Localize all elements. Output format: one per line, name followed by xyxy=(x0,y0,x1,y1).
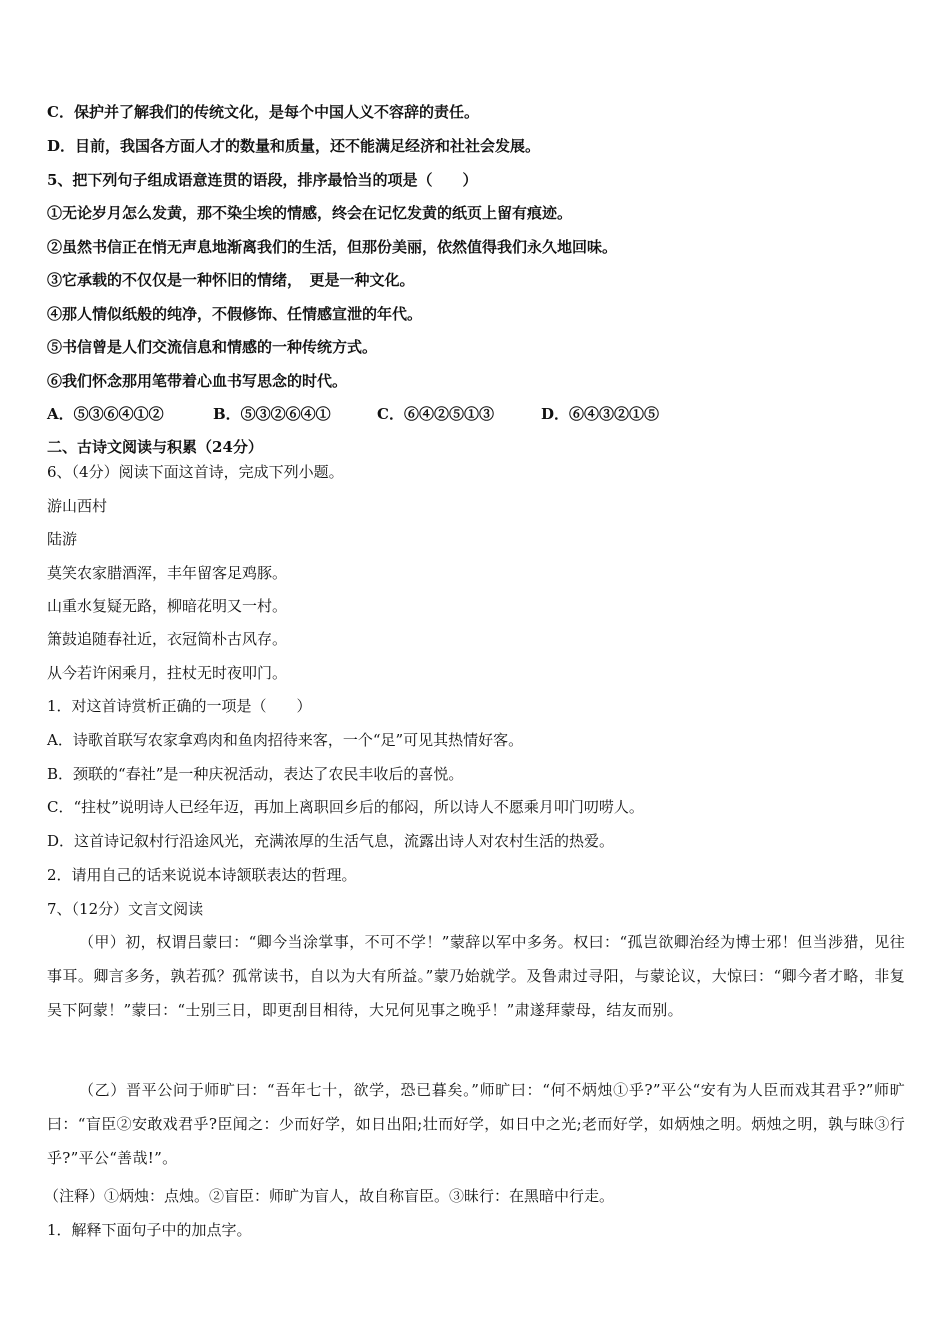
q5-sentence-1: ①无论岁月怎么发黄，那不染尘埃的情感，终会在记忆发黄的纸页上留有痕迹。 xyxy=(47,204,573,222)
poem-title: 游山西村 xyxy=(47,497,108,515)
poem-line-1: 莫笑农家腊酒浑，丰年留客足鸡豚。 xyxy=(47,564,288,582)
q5-option-b: B．⑤③②⑥④① xyxy=(213,405,331,423)
q5-sentence-5: ⑤书信曾是人们交流信息和情感的一种传统方式。 xyxy=(47,338,378,356)
q5-stem: 5、把下列句子组成语意连贯的语段，排序最恰当的项是（ ） xyxy=(47,171,478,189)
poem-line-4: 从今若许闲乘月，拄杖无时夜叩门。 xyxy=(47,664,288,682)
q5-sentence-6: ⑥我们怀念那用笔带着心血书写思念的时代。 xyxy=(47,372,348,390)
poem-author: 陆游 xyxy=(47,530,78,548)
q6-sub1-option-b: B．颈联的“春社”是一种庆祝活动，表达了农民丰收后的喜悦。 xyxy=(47,765,464,783)
q6-sub1-stem: 1．对这首诗赏析正确的一项是（ ） xyxy=(47,697,312,715)
poem-line-3: 箫鼓追随春社近，衣冠简朴古风存。 xyxy=(47,630,288,648)
q5-sentence-2: ②虽然书信正在悄无声息地渐离我们的生活，但那份美丽，依然值得我们永久地回味。 xyxy=(47,238,618,256)
q5-sentence-3: ③它承载的不仅仅是一种怀旧的情绪， 更是一种文化。 xyxy=(47,271,415,289)
q5-option-d: D．⑥④③②①⑤ xyxy=(541,405,660,423)
passage-yi: （乙）晋平公问于师旷曰：“吾年七十，欲学，恐已暮矣。”师旷曰：“何不炳烛①乎?”平公“安有为人臣而戏其君乎?”师旷曰：“盲臣②安敢戏君乎?臣闻之：少而好学，如日出阳;壮而好学，如日中之光;老而好学，如炳烛之明。炳烛之明，孰与昧③行乎?”平公“善哉!”。 xyxy=(47,1081,905,1167)
q7-sub1-stem: 1．解释下面句子中的加点字。 xyxy=(47,1221,252,1239)
q5-options xyxy=(47,404,659,424)
q5-sentence-4: ④那人情似纸般的纯净，不假修饰、任情感宣泄的年代。 xyxy=(47,305,423,323)
q4-option-c: C．保护并了解我们的传统文化，是每个中国人义不容辞的责任。 xyxy=(47,103,479,121)
passage-jia: （甲）初，权谓吕蒙曰：“卿今当涂掌事，不可不学！”蒙辞以军中多务。权曰：“孤岂欲卿治经为博士邪！但当涉猎，见往事耳。卿言多务，孰若孤？孤常读书，自以为大有所益。”蒙乃始就学。及鲁肃过寻阳，与蒙论议，大惊曰：“卿今者才略，非复吴下阿蒙！”蒙曰：“士别三日，即更刮目相待，大兄何见事之晚乎！”肃遂拜蒙母，结友而别。 xyxy=(47,933,905,1019)
q6-sub1-option-a: A．诗歌首联写农家拿鸡肉和鱼肉招待来客，一个“足”可见其热情好客。 xyxy=(47,731,524,749)
q5-option-c: C．⑥④②⑤①③ xyxy=(377,405,494,423)
q4-option-d: D．目前，我国各方面人才的数量和质量，还不能满足经济和社社会发展。 xyxy=(47,137,541,155)
q7-notes: （注释）①炳烛：点烛。②盲臣：师旷为盲人，故自称盲臣。③昧行：在黑暗中行走。 xyxy=(44,1187,615,1205)
q6-sub2-stem: 2．请用自己的话来说说本诗颔联表达的哲理。 xyxy=(47,866,357,884)
q5-option-a: A．⑤③⑥④①② xyxy=(47,405,164,423)
q7-stem: 7、（12分）文言文阅读 xyxy=(47,900,204,918)
poem-line-2: 山重水复疑无路，柳暗花明又一村。 xyxy=(47,597,288,615)
section-2-title: 二、古诗文阅读与积累（24分） xyxy=(47,438,263,456)
q6-sub1-option-c: C．“拄杖”说明诗人已经年迈，再加上离职回乡后的郁闷，所以诗人不愿乘月叩门叨唠人。 xyxy=(47,798,644,816)
q6-stem: 6、（4分）阅读下面这首诗，完成下列小题。 xyxy=(47,463,344,481)
q6-sub1-option-d: D．这首诗记叙村行沿途风光，充满浓厚的生活气息，流露出诗人对农村生活的热爱。 xyxy=(47,832,615,850)
